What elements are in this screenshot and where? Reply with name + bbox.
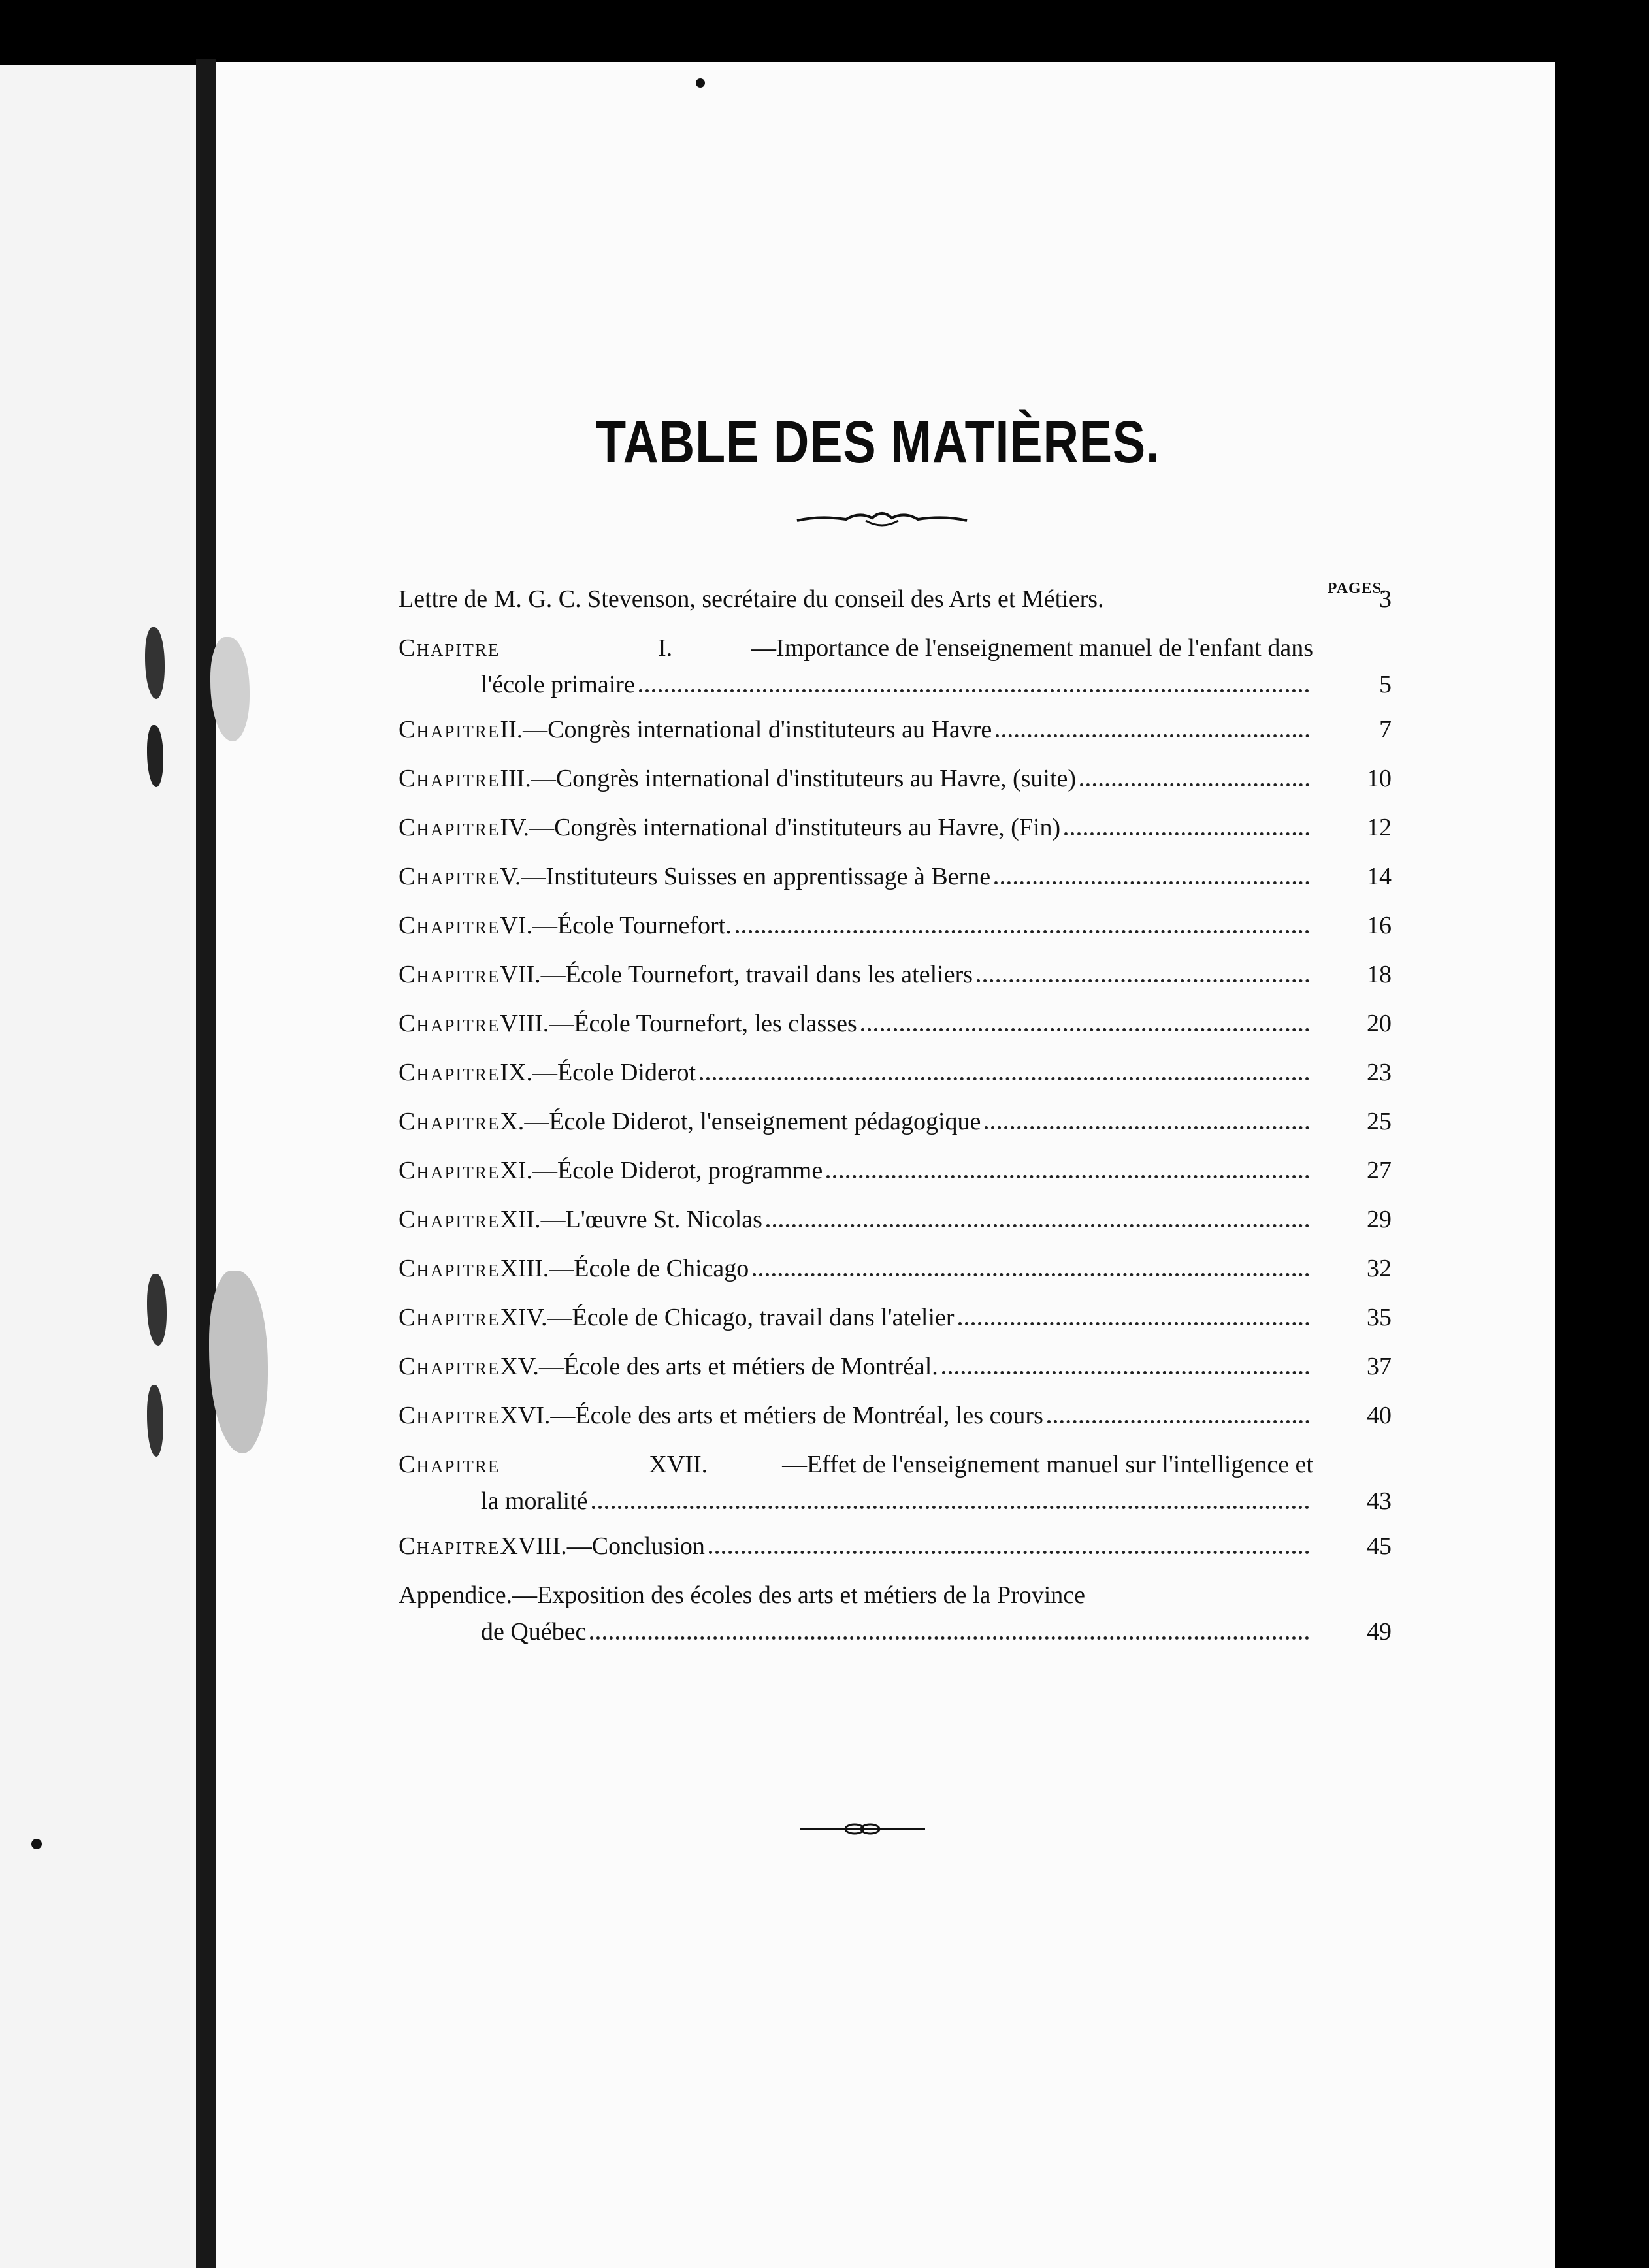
dot-leader [1047,1420,1309,1423]
page-number: 23 [1367,1059,1392,1086]
chapter-numeral: XII. [500,1206,541,1233]
chapter-prefix: Chapitre [399,1157,500,1184]
page-number: 18 [1367,961,1392,988]
toc-entry [399,715,1392,752]
toc-entry [399,1205,1392,1242]
page-number: 3 [1379,585,1392,613]
toc-entry [399,1401,1392,1438]
chapter-numeral: II. [500,716,523,743]
toc-entry-text: —École Diderot [532,1059,696,1086]
toc-entry-line [399,670,1392,707]
toc-entry [399,1156,1392,1193]
toc-entry-text: la moralité [481,1487,588,1515]
chapter-numeral: X. [500,1108,525,1135]
toc-entry-text: —Congrès international d'instituteurs au Havre [523,716,992,743]
dot-leader [861,1028,1309,1031]
dot-leader [639,689,1309,692]
toc-entry-line [399,585,1392,621]
toc-entry-line [399,1401,1392,1438]
chapter-prefix: Chapitre [399,814,500,841]
chapter-numeral: XI. [500,1157,532,1184]
page-number: 7 [1379,716,1392,743]
toc-entry-text: —Conclusion [566,1532,705,1560]
chapter-prefix: Chapitre [399,1010,500,1037]
page-number: 20 [1367,1010,1392,1037]
toc-entry-line [399,813,1392,850]
page-number: 40 [1367,1402,1392,1429]
toc-entry-text: —École des arts et métiers de Montréal. [538,1353,938,1380]
stain [147,1385,163,1457]
stain [209,1271,268,1453]
toc-entry-text: Lettre de M. G. C. Stevenson, secrétaire du conseil des Arts et Métiers. [399,585,1104,613]
toc-entry-line [399,1303,1392,1340]
toc-entry [399,1107,1392,1144]
page-number: 5 [1379,671,1392,698]
dot-leader [766,1224,1309,1227]
toc-entry-text: —École de Chicago [549,1255,749,1282]
binding-gutter [196,59,216,2268]
toc-entry-text: de Québec [481,1618,587,1645]
chapter-prefix: Chapitre [399,1304,500,1331]
toc-entry [399,585,1392,621]
stain [145,627,165,699]
toc-entry [399,1581,1392,1654]
chapter-prefix: Chapitre [399,1255,500,1282]
toc-entry [399,911,1392,948]
chapter-numeral: XIII. [500,1255,549,1282]
dot-leader [709,1551,1309,1554]
toc-entry-line [399,960,1392,997]
chapter-prefix: Chapitre [399,1059,500,1086]
toc-entry [399,1254,1392,1291]
toc-entry-text: —Effet de l'enseignement manuel sur l'intelligence et [782,1451,1313,1478]
toc-entry-line [399,1450,1392,1487]
dot-leader [700,1077,1309,1080]
chapter-prefix: Chapitre [399,1532,500,1560]
end-ornament [797,1819,928,1839]
page-number: 45 [1367,1532,1392,1560]
chapter-numeral: IX. [500,1059,532,1086]
chapter-prefix: Chapitre [399,716,500,743]
toc-entry-line [399,1254,1392,1291]
toc-entry-line [399,1205,1392,1242]
chapter-numeral: III. [500,765,531,792]
toc-entry [399,813,1392,850]
dot-leader [942,1371,1309,1374]
ornament-divider [794,506,970,532]
dot-leader [590,1636,1309,1640]
chapter-prefix: Chapitre [399,1451,500,1478]
stain [147,1274,167,1346]
chapter-prefix: Chapitre [399,634,500,662]
chapter-numeral: IV. [500,814,530,841]
chapter-numeral: VIII. [500,1010,549,1037]
page-number: 10 [1367,765,1392,792]
toc-entry-text: —École des arts et métiers de Montréal, les cours [550,1402,1043,1429]
chapter-prefix: Chapitre [399,863,500,890]
chapter-prefix: Chapitre [399,1206,500,1233]
toc-entry-line [399,1058,1392,1095]
toc-entry-line [399,911,1392,948]
page-number: 32 [1367,1255,1392,1282]
chapter-numeral: XV. [500,1353,539,1380]
toc-entry-text: —École Diderot, l'enseignement pédagogique [524,1108,981,1135]
dot-leader [958,1322,1309,1325]
chapter-numeral: VI. [500,912,532,939]
toc-entry-text: —École Tournefort, les classes [549,1010,857,1037]
stain [147,725,163,787]
dot-leader [996,734,1309,737]
toc-entry [399,1058,1392,1095]
toc-entry-text: —Congrès international d'instituteurs au Havre, (Fin) [529,814,1061,841]
page-title: TABLE DES MATIÈRES. [596,409,1160,476]
toc-entry-text: Appendice.—Exposition des écoles des arts et métiers de la Province [399,1581,1086,1609]
toc-entry-text: —L'œuvre St. Nicolas [540,1206,762,1233]
toc-entry [399,1009,1392,1046]
page-number: 16 [1367,912,1392,939]
chapter-numeral: XIV. [500,1304,547,1331]
page-number: 43 [1367,1487,1392,1515]
page-number: 35 [1367,1304,1392,1331]
chapter-numeral: XVII. [649,1451,708,1478]
toc-entry-text: —Instituteurs Suisses en apprentissage à Berne [521,863,991,890]
chapter-prefix: Chapitre [399,765,500,792]
toc-entry-line [399,1487,1392,1523]
toc-entry-text: —École de Chicago, travail dans l'atelier [547,1304,955,1331]
chapter-numeral: I. [658,634,673,662]
page-number: 27 [1367,1157,1392,1184]
chapter-prefix: Chapitre [399,961,500,988]
chapter-prefix: Chapitre [399,1353,500,1380]
page-number: 25 [1367,1108,1392,1135]
toc-entry-text: —Congrès international d'instituteurs au Havre, (suite) [531,765,1077,792]
speck [31,1839,42,1849]
stain [210,637,250,741]
toc-entry [399,1450,1392,1523]
page-number: 14 [1367,863,1392,890]
toc-entry [399,960,1392,997]
dot-leader [826,1175,1309,1178]
dot-leader [592,1506,1309,1509]
chapter-numeral: V. [500,863,521,890]
toc-entry [399,1532,1392,1568]
toc-entry-line [399,634,1392,670]
dot-leader [994,881,1309,884]
toc-entry-line [399,1156,1392,1193]
document-page [216,62,1555,2268]
toc-entry-line [399,1352,1392,1389]
chapter-numeral: XVI. [500,1402,551,1429]
dot-leader [985,1126,1309,1129]
toc-entry-text: l'école primaire [481,671,635,698]
toc-entry [399,862,1392,899]
chapter-numeral: VII. [500,961,541,988]
toc-entry-line [399,1532,1392,1568]
toc-entry-line [399,1617,1392,1654]
toc-entry-text: —École Tournefort, travail dans les ateliers [540,961,973,988]
toc-entry-line [399,1581,1392,1617]
toc-entry [399,1303,1392,1340]
toc-entry-text: —École Diderot, programme [532,1157,823,1184]
page-number: 12 [1367,814,1392,841]
dot-leader [753,1273,1309,1276]
speck [696,78,705,88]
toc-entry-line [399,764,1392,801]
toc-entry-line [399,1009,1392,1046]
dot-leader [1080,783,1309,786]
toc-entry [399,1352,1392,1389]
toc-entry-text: —École Tournefort. [532,912,732,939]
dot-leader [1064,832,1309,835]
page-number: 37 [1367,1353,1392,1380]
toc-entry-line [399,862,1392,899]
toc-entry [399,634,1392,707]
toc-entry [399,764,1392,801]
chapter-prefix: Chapitre [399,1108,500,1135]
dot-leader [977,979,1309,982]
facing-page-edge [0,65,196,2268]
toc-entry-text: —Importance de l'enseignement manuel de l'enfant dans [751,634,1313,662]
chapter-prefix: Chapitre [399,912,500,939]
page-number: 29 [1367,1206,1392,1233]
chapter-prefix: Chapitre [399,1402,500,1429]
dot-leader [736,930,1309,933]
toc-entry-line [399,715,1392,752]
pages-column-header: PAGES. [1327,580,1386,597]
chapter-numeral: XVIII. [500,1532,567,1560]
toc-entry-line [399,1107,1392,1144]
page-number: 49 [1367,1618,1392,1645]
